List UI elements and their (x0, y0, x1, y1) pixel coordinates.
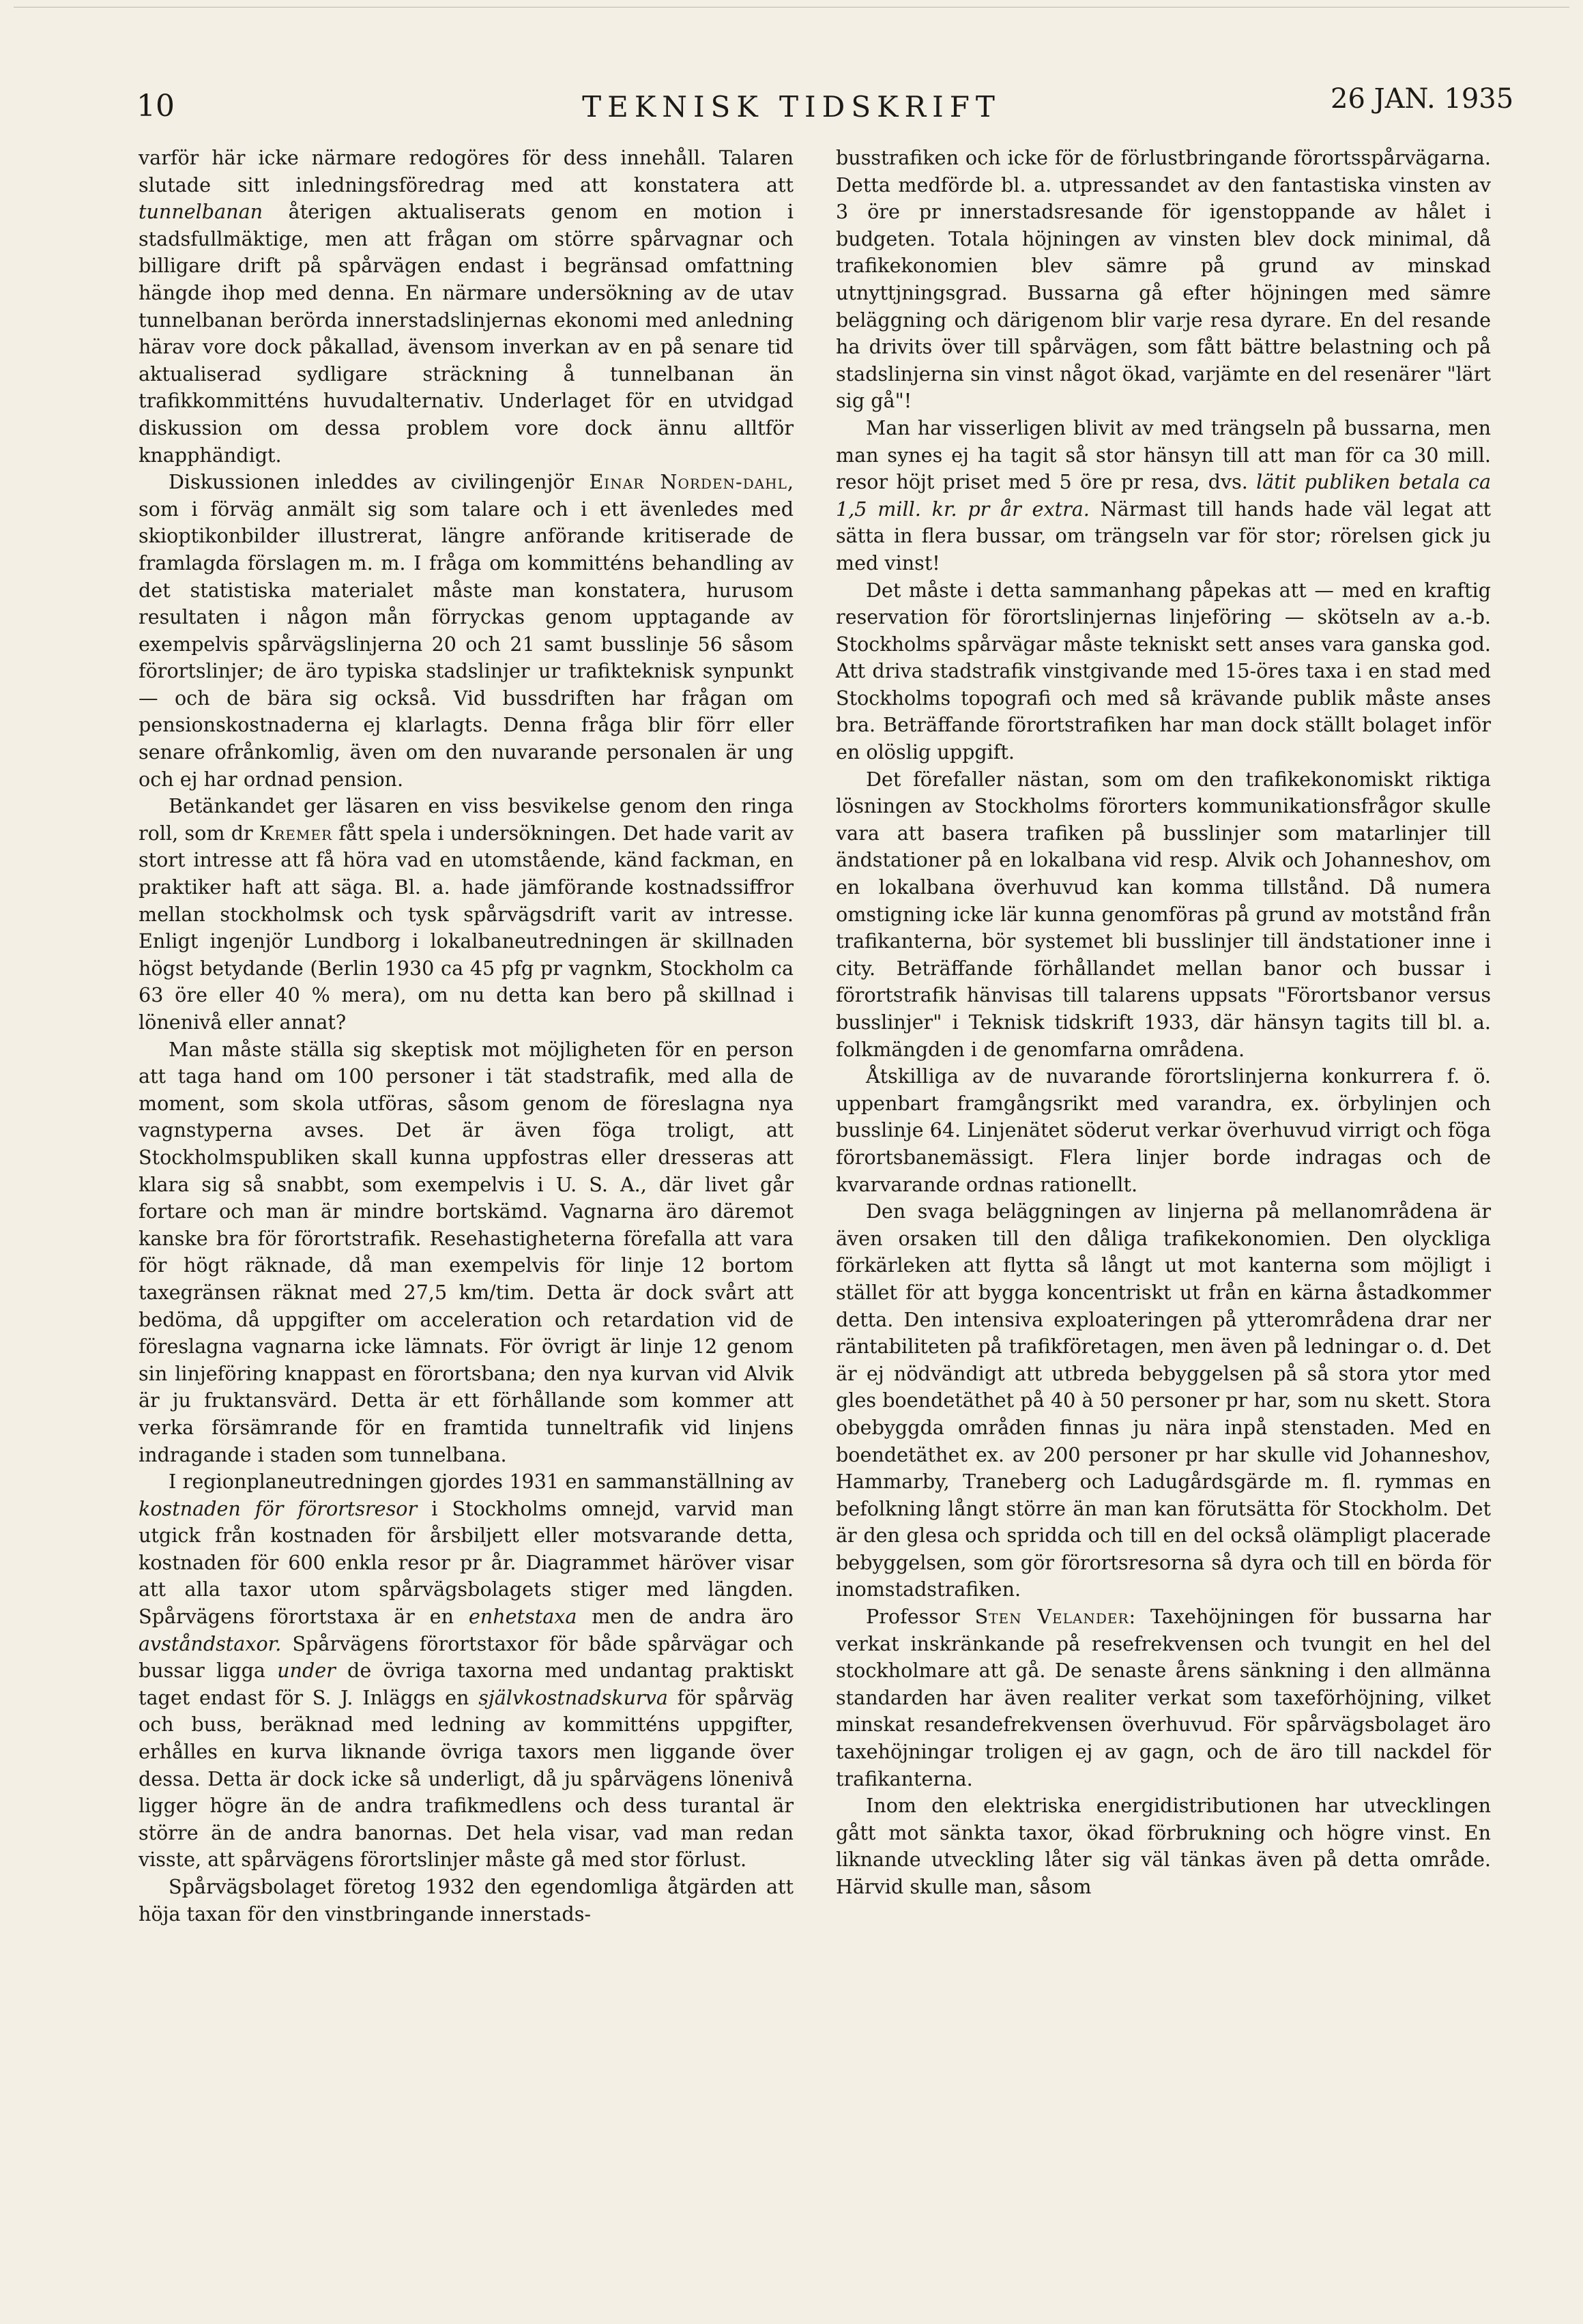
paragraph (836, 1792, 1491, 1900)
text-run: Man har visserligen blivit av med trängseln på bussarna, men man synes ej ha tagit så stor hänsyn till att man för ca 30 mill. resor höjt priset med 5 öre pr resa, dvs. (836, 416, 1491, 494)
paragraph (836, 1063, 1491, 1198)
text-run: fått spela i undersökningen. Det hade varit av stort intresse att få höra vad en utomstående, känd fackman, en praktiker haft att säga. Bl. a. hade jämförande kostnadssiffror mellan stockholmsk och tysk spårvägsdrift varit av intresse. Enligt ingenjör Lundborg i lokalbaneutredningen är skillnaden högst betydande (Berlin 1930 ca 45 pfg pr vagnkm, Stockholm ca 63 öre eller 40 % mera), om nu detta kan bero på skillnad i lönenivå eller annat? (139, 821, 794, 1034)
paragraph (836, 766, 1491, 1064)
top-edge-rule (14, 7, 1569, 8)
italic-text: enhetstaxa (468, 1605, 577, 1629)
italic-text: tunnelbanan (139, 200, 263, 224)
issue-date: 26 JAN. 1935 (1331, 83, 1514, 115)
paragraph (139, 469, 794, 793)
paragraph (836, 1198, 1491, 1603)
text-run: busstrafiken och icke för de förlustbringande förortsspårvägarna. Detta medförde bl. a. utpressandet av den fantastiska vinsten av 3 öre pr innerstadsresande för igenstoppande av hålet i budgeten. Totala höjningen av vinsten blev dock minimal, då trafikekonomien blev sämre på grund av minskad utnyttjningsgrad. Bussarna gå efter höjningen med sämre beläggning och därigenom blir varje resa dyrare. En del resande ha drivits över till spårvägen, som fått bättre belastning och på stadslinjerna sin vinst något ökad, varjämte en del resenärer "lärt sig gå"! (836, 146, 1491, 413)
text-run: Betänkandet ger läsaren en viss besvikelse genom den ringa roll, som dr (139, 794, 794, 845)
text-run: , som i förväg anmält sig som talare och i ett ävenledes med skioptikonbilder illustrerat, längre anförande kritiserade de framlagda förslagen m. m. I fråga om kommitténs behandling av det statistiska materialet måste man konstatera, hurusom resultaten i någon mån förryckas genom upptagande av exempelvis spårvägslinjerna 20 och 21 samt busslinje 56 såsom förortslinjer; de äro typiska stadslinjer ur trafikteknisk synpunkt — och de bära sig också. Vid bussdriften har frågan om pensionskostnaderna ej klarlagts. Denna fråga blir förr eller senare ofrånkomlig, även om den nuvarande personalen är ung och ej har ordnad pension. (139, 470, 794, 791)
text-run: varför här icke närmare redogöres för dess innehåll. Talaren slutade sitt inledningsföredrag med att konstatera att (139, 146, 794, 197)
text-run: Spårvägsbolaget företog 1932 den egendomliga åtgärden att höja taxan för den vinstbringande innerstads- (139, 1875, 794, 1926)
italic-text: kostnaden för förortsresor (139, 1496, 418, 1520)
left-column (139, 145, 794, 1928)
text-run: Spårvägens förortstaxor för både spårvägar och bussar ligga (139, 1631, 794, 1683)
paragraph (139, 1874, 794, 1928)
paragraph (836, 145, 1491, 415)
text-run: men de andra äro (577, 1605, 794, 1629)
italic-text: lätit publiken betala ca 1,5 mill. kr. pr år extra. (836, 470, 1491, 521)
text-run: I regionplaneutredningen gjordes 1931 en sammanställning av (169, 1470, 794, 1494)
person-name: Sten Velander (974, 1605, 1129, 1629)
italic-text: avståndstaxor. (139, 1631, 282, 1655)
text-run: Diskussionen inleddes av civilingenjör (169, 470, 590, 494)
italic-text: under (277, 1659, 336, 1683)
paragraph (139, 1468, 794, 1874)
paragraph (139, 793, 794, 1036)
text-run: Närmast till hands hade väl legat att sätta in flera bussar, om trängseln var för stor; rörelsen gick ju med vinst! (836, 497, 1491, 575)
text-run: Det måste i detta sammanhang påpekas att — med en kraftig reservation för förortslinjernas linjeföring — skötseln av a.-b. Stockholms spårvägar måste tekniskt sett anses vara ganska god. Att driva stadstrafik vinstgivande med 15-öres taxa i en stad med Stockholms topografi och med så krävande publik måste anses bra. Beträffande förortstrafiken har man dock ställt bolaget inför en olöslig uppgift. (836, 578, 1491, 764)
journal-title: TEKNISK TIDSKRIFT (582, 90, 1001, 124)
paragraph (836, 1603, 1491, 1792)
text-run: Åtskilliga av de nuvarande förortslinjerna konkurrera f. ö. uppenbart framgångsrikt med varandra, ex. örbylinjen och busslinje 64. Linjenätet söderut verkar överhuvud virrigt och föga förortsbanemässigt. Flera linjer borde indragas och de kvarvarande ordnas rationellt. (836, 1064, 1491, 1196)
person-name: Kremer (259, 821, 333, 845)
paragraph (836, 577, 1491, 766)
text-run: Inom den elektriska energidistributionen har utvecklingen gått mot sänkta taxor, ökad förbrukning och högre vinst. En liknande utveckling låter sig väl tänkas även på detta område. Härvid skulle man, såsom (836, 1794, 1491, 1898)
paragraph (836, 415, 1491, 577)
text-run: för spårväg och buss, beräknad med ledning av kommitténs uppgifter, erhålles en kurva liknande övriga taxors men liggande över dessa. Detta är dock icke så underligt, då ju spårvägens lönenivå ligger högre än de andra trafikmedlens och dess turantal är större än de andra banornas. Det hela visar, vad man redan visste, att spårvägens förortslinjer måste gå med stor förlust. (139, 1685, 794, 1872)
text-run: i Stockholms omnejd, varvid man utgick från kostnaden för årsbiljett eller motsvarande detta, kostnaden för 600 enkla resor pr år. Diagrammet häröver visar att alla taxor utom spårvägsbolagets stiger med längden. Spårvägens förortstaxa är en (139, 1496, 794, 1629)
text-run: de övriga taxorna med undantag praktiskt taget endast för S. J. Inläggs en (139, 1659, 794, 1709)
text-run: Man måste ställa sig skeptisk mot möjligheten för en person att taga hand om 100 personer i tät stadstrafik, med alla de moment, som skola utföras, såsom genom de föreslagna nya vagnstyperna avses. Det är även föga troligt, att Stockholmspubliken skall kunna uppfostras eller dresseras att klara sig så snabbt, som exempelvis i U. S. A., där livet går fortare och man är mindre bortskämd. Vagnarna äro däremot kanske bra för förortstrafik. Resehastigheterna förefalla att vara för högt räknade, då man exempelvis för linje 12 bortom taxegränsen räknat med 27,5 km/tim. Detta är dock svårt att bedöma, då uppgifter om acceleration och retardation vid de föreslagna vagnarna icke lämnats. För övrigt är linje 12 genom sin linjeföring knappast en förortsbana; den nya kurvan vid Alvik är ju fruktansvärd. Detta är ett förhållande som kommer att verka försämrande för en framtida tunneltrafik vid linjens indragande i staden som tunnelbana. (139, 1037, 794, 1466)
paragraph (139, 1036, 794, 1469)
text-run: Professor (866, 1605, 975, 1629)
paragraph (139, 145, 794, 469)
text-run: : Taxehöjningen för bussarna har verkat inskränkande på resefrekvensen och tvungit en hel del stockholmare att gå. De senaste årens sänkning i den allmänna standarden har även realiter verkat som taxeförhöjning, vilket minskat resandefrekvensen överhuvud. För spårvägsbolaget äro taxehöjningar troligen ej av gagn, och de äro till nackdel för trafikanterna. (836, 1605, 1491, 1790)
text-run: Den svaga beläggningen av linjerna på mellanområdena är även orsaken till den dåliga trafikekonomien. Den olyckliga förkärleken att flytta så långt ut mot kanterna som möjligt i stället för att bygga koncentriskt ut från en kärna åstadkommer detta. Den intensiva exploateringen på ytterområdena drar ner räntabiliteten på trafikföretagen, men även på ledningar o. d. Det är ej nödvändigt att utbreda bebyggelsen på så stora ytor med gles boendetäthet på 40 à 50 personer pr har, som nu skett. Stora obebyggda områden finnas ju nära inpå stenstaden. Med en boendetäthet ex. av 200 personer pr har skulle vid Johanneshov, Hammarby, Traneberg och Ladugårdsgärde m. fl. rymmas en befolkning långt större än man kan förutsätta för Stockholm. Det är den glesa och spridda och till en del också olämpligt placerade bebyggelsen, som gör förortsresorna så dyra och till en börda för inomstadstrafiken. (836, 1200, 1491, 1601)
text-run: återigen aktualiserats genom en motion i stadsfullmäktige, men att frågan om större spårvagnar och billigare drift på spårvägen endast i begränsad omfattning hängde ihop med denna. En närmare undersökning av de utav tunnelbanan berörda innerstadslinjernas ekonomi med anledning härav vore dock påkallad, ävensom inverkan av en på senare tid aktualiserad sydligare sträckning å tunnelbanan än trafikkommitténs huvudalternativ. Underlaget för en utvidgad diskussion om dessa problem vore dock ännu alltför knapphändigt. (139, 200, 794, 467)
italic-text: självkostnadskurva (478, 1685, 668, 1709)
person-name: Einar Norden-dahl (589, 470, 787, 494)
page-number: 10 (136, 89, 175, 124)
text-run: Det förefaller nästan, som om den trafikekonomiskt riktiga lösningen av Stockholms förorters kommunikationsfrågor skulle vara att basera trafiken på busslinjer som matarlinjer till ändstationer på en lokalbana vid resp. Alvik och Johanneshov, om en lokalbana överhuvud kan komma tillstånd. Då numera omstigning icke lär kunna genomföras på grund av motstånd från trafikanterna, bör systemet bli busslinjer till ändstationer inne i city. Beträffande förhållandet mellan banor och bussar i förortstrafik hänvisas till talarens uppsats "Förortsbanor versus busslinjer" i Teknisk tidskrift 1933, där hänsyn tagits till bl. a. folkmängden i de genomfarna områdena. (836, 767, 1491, 1061)
right-column (836, 145, 1491, 1901)
